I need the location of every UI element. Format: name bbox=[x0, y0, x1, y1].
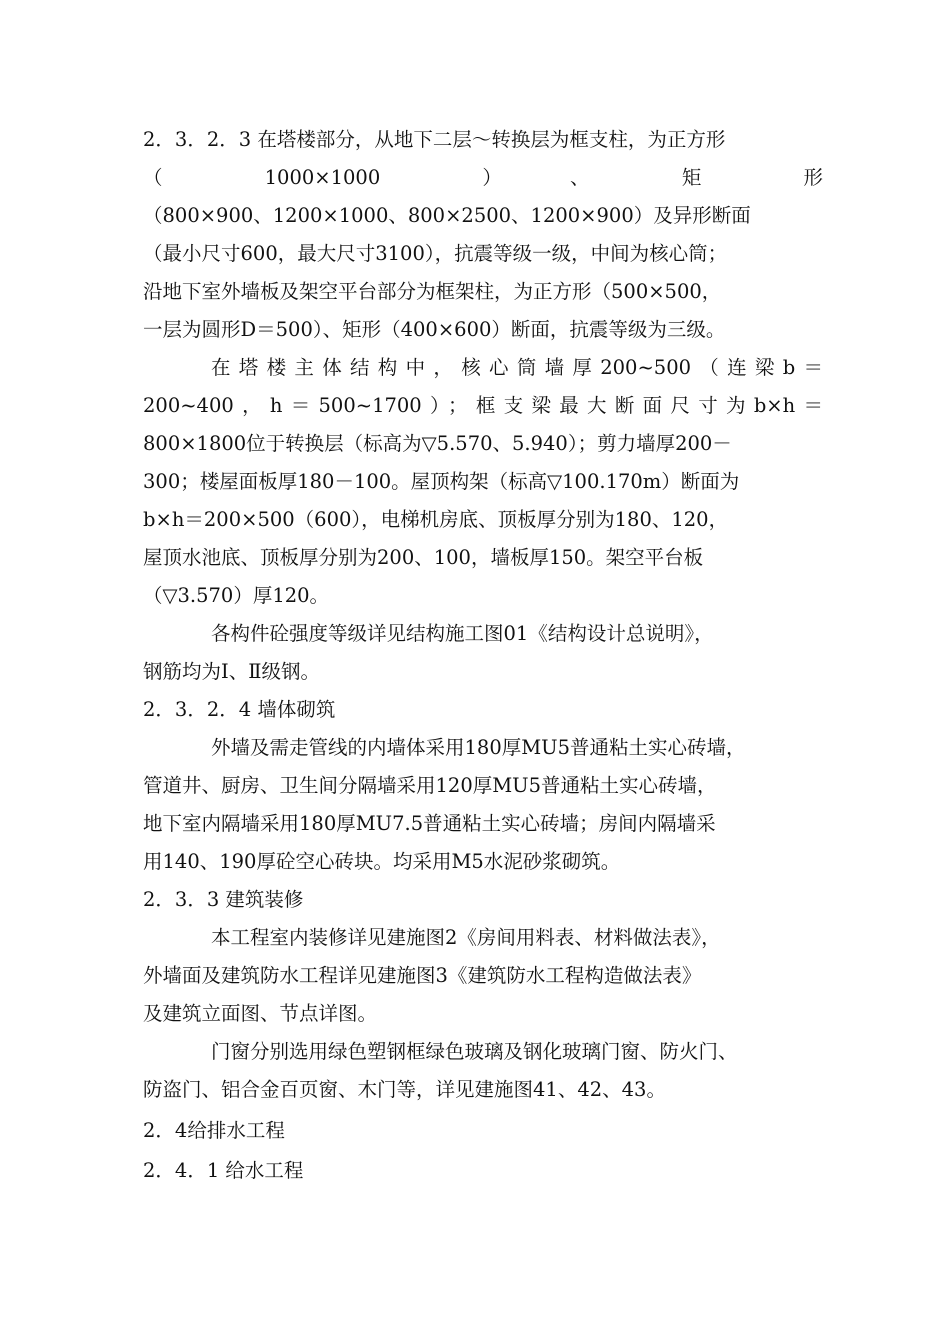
text-line-19: 地下室内隔墙采用180厚MU7.5普通粘土实心砖墙；房间内隔墙采 bbox=[143, 812, 716, 835]
text-line-10: 300；楼屋面板厚180－100。屋顶构架（标高▽100.170m）断面为 bbox=[143, 470, 740, 493]
text-line-9: 800×1800位于转换层（标高为▽5.570、5.940）；剪力墙厚200－ bbox=[143, 432, 732, 455]
text-line-22: 本工程室内装修详见建施图2《房间用料表、材料做法表》， bbox=[211, 926, 721, 949]
text-line-4: （最小尺寸600，最大尺寸3100），抗震等级一级，中间为核心筒； bbox=[143, 242, 728, 265]
text-line-3: （800×900、1200×1000、800×2500、1200×900）及异形断面 bbox=[143, 204, 751, 227]
text-line-5: 沿地下室外墙板及架空平台部分为框架柱，为正方形（500×500， bbox=[143, 280, 722, 303]
section-heading-2-4: 2．4给排水工程 bbox=[143, 1119, 285, 1142]
text-line-11: b×h＝200×500（600），电梯机房底、顶板厚分别为180、120， bbox=[143, 508, 729, 531]
text-line-24: 及建筑立面图、节点详图。 bbox=[143, 1002, 378, 1025]
section-heading-2-3-3: 2．3．3 建筑装修 bbox=[143, 888, 304, 911]
section-heading-2-4-1: 2．4．1 给水工程 bbox=[143, 1159, 304, 1182]
text-line-8: 200~400，h＝500~1700）；框支梁最大断面尺寸为b×h＝ bbox=[143, 394, 823, 417]
text-line-26: 防盗门、铝合金百页窗、木门等，详见建施图41、42、43。 bbox=[143, 1078, 666, 1101]
section-heading-2-3-2-4: 2．3．2．4 墙体砌筑 bbox=[143, 698, 336, 721]
text-line-15: 钢筋均为Ⅰ、Ⅱ级钢。 bbox=[143, 660, 320, 683]
text-line-2: （ 1000×1000 ） 、 矩 形 bbox=[143, 166, 823, 189]
text-line-1: 2．3．2．3 在塔楼部分，从地下二层～转换层为框支柱，为正方形 bbox=[143, 128, 726, 151]
text-line-6: 一层为圆形D＝500）、矩形（400×600）断面，抗震等级为三级。 bbox=[143, 318, 726, 341]
text-line-7: 在塔楼主体结构中，核心筒墙厚200~500（连梁b＝ bbox=[211, 356, 823, 379]
text-line-13: （▽3.570）厚120。 bbox=[143, 584, 330, 607]
text-line-18: 管道井、厨房、卫生间分隔墙采用120厚MU5普通粘土实心砖墙， bbox=[143, 774, 717, 797]
text-line-20: 用140、190厚砼空心砖块。均采用M5水泥砂浆砌筑。 bbox=[143, 850, 621, 873]
text-line-23: 外墙面及建筑防水工程详见建施图3《建筑防水工程构造做法表》 bbox=[143, 964, 702, 987]
text-line-12: 屋顶水池底、顶板厚分别为200、100，墙板厚150。架空平台板 bbox=[143, 546, 704, 569]
text-line-17: 外墙及需走管线的内墙体采用180厚MU5普通粘土实心砖墙， bbox=[211, 736, 746, 759]
text-line-25: 门窗分别选用绿色塑钢框绿色玻璃及钢化玻璃门窗、防火门、 bbox=[211, 1040, 738, 1063]
text-line-14: 各构件砼强度等级详见结构施工图01《结构设计总说明》， bbox=[211, 622, 714, 645]
